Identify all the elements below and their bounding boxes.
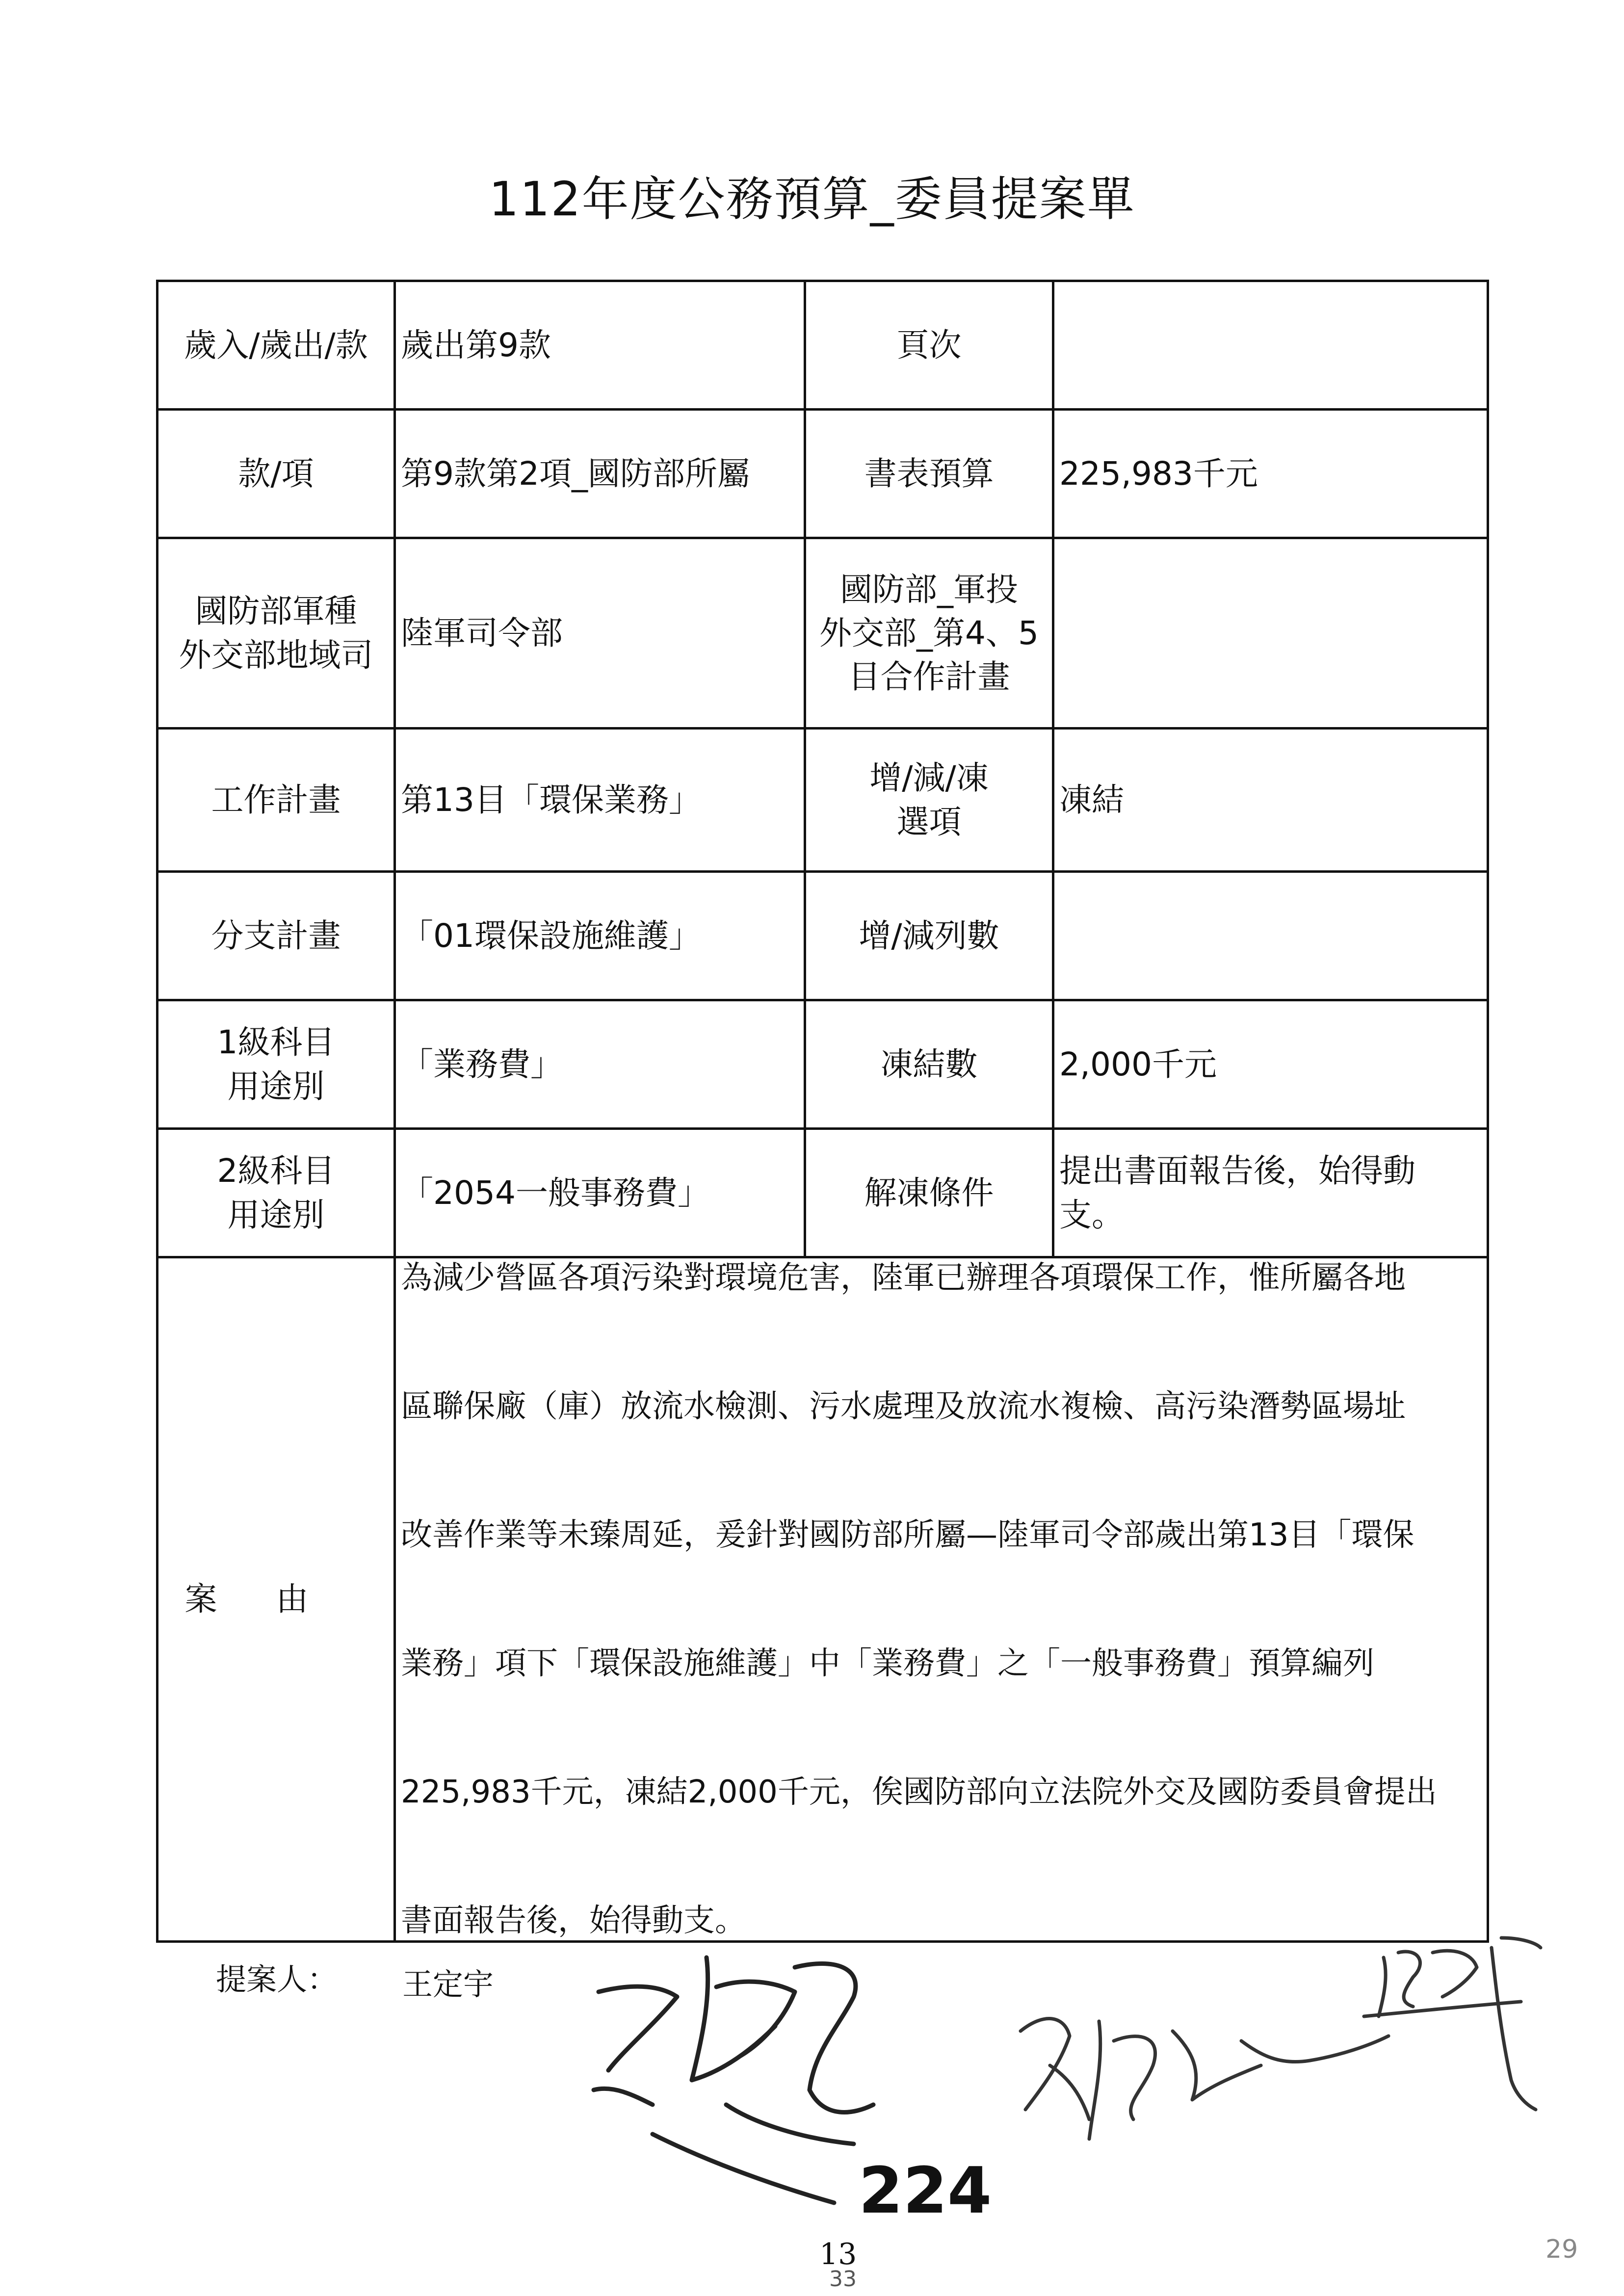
- reason-line: 225,983千元，凍結2,000千元，俟國防部向立法院外交及國防委員會提出: [401, 1774, 1437, 1810]
- table-row: [157, 729, 1488, 872]
- field-label: 歲入/歲出/款: [157, 281, 395, 410]
- field-label: 凍結數: [805, 1000, 1053, 1129]
- table-row: [157, 1000, 1488, 1129]
- reason-text: [395, 1257, 1488, 1942]
- reason-line: 改善作業等未臻周延，爰針對國防部所屬—陸軍司令部歲出第13目「環保: [401, 1517, 1414, 1553]
- field-value: 陸軍司令部: [395, 538, 805, 729]
- field-label: 款/項: [157, 410, 395, 538]
- field-value: 第9款第2項_國防部所屬: [395, 410, 805, 538]
- table-row: [157, 872, 1488, 1000]
- proposal-form-table: [156, 280, 1489, 1943]
- field-value: [1053, 538, 1488, 729]
- field-label: 分支計畫: [157, 872, 395, 1000]
- handwritten-number: [854, 2149, 1011, 2227]
- reason-line: 為減少營區各項污染對環境危害，陸軍已辦理各項環保工作，惟所屬各地: [401, 1260, 1406, 1296]
- reason-label: 案由: [157, 1257, 395, 1942]
- table-row: [157, 281, 1488, 410]
- table-row: [157, 1257, 1488, 1942]
- handwritten-page-number: 33: [829, 2267, 857, 2292]
- proposer-label: 提案人：: [216, 1961, 338, 1997]
- table-row: [157, 410, 1488, 538]
- field-label: 頁次: [805, 281, 1053, 410]
- field-label: 工作計畫: [157, 729, 395, 872]
- reason-line: 業務」項下「環保設施維護」中「業務費」之「一般事務費」預算編列: [401, 1645, 1374, 1682]
- field-value: 第13目「環保業務」: [395, 729, 805, 872]
- field-label: 2級科目 用途別: [157, 1129, 395, 1257]
- field-label: [805, 538, 1053, 729]
- field-value: 「01環保設施維護」: [395, 872, 805, 1000]
- page-ref-value: [1053, 281, 1488, 410]
- table-row: [157, 538, 1488, 729]
- page-number: 13: [819, 2237, 857, 2271]
- unfreeze-condition: 提出書面報告後，始得動 支。: [1053, 1129, 1488, 1257]
- corner-number: 29: [1545, 2235, 1578, 2264]
- field-value: 「業務費」: [395, 1000, 805, 1129]
- freeze-amount: 2,000千元: [1053, 1000, 1488, 1129]
- signature-3: [1354, 1918, 1599, 2114]
- form-title: 112年度公務預算_委員提案單: [489, 172, 1135, 227]
- field-label: 增/減/凍 選項: [805, 729, 1053, 872]
- signature-2: [1006, 1992, 1408, 2159]
- svg-text:224: 224: [859, 2153, 992, 2227]
- field-label: 解凍條件: [805, 1129, 1053, 1257]
- field-value: [1053, 872, 1488, 1000]
- field-label: 增/減列數: [805, 872, 1053, 1000]
- label-line: 國防部軍種 外交部地域司: [179, 592, 373, 674]
- option-value: 凍結: [1053, 729, 1488, 872]
- field-value: 歲出第9款: [395, 281, 805, 410]
- reason-line: 區聯保廠（庫）放流水檢測、污水處理及放流水複檢、高污染潛勢區場址: [401, 1388, 1406, 1425]
- proposer-name: 王定宇: [402, 1966, 494, 2002]
- field-label: 書表預算: [805, 410, 1053, 538]
- label-line: 國防部_軍投 外交部_第4、5 目合作計畫: [819, 570, 1039, 696]
- table-row: [157, 1129, 1488, 1257]
- field-label: 1級科目 用途別: [157, 1000, 395, 1129]
- reason-line: 書面報告後，始得動支。: [401, 1903, 746, 1939]
- field-value: 「2054一般事務費」: [395, 1129, 805, 1257]
- field-label: [157, 538, 395, 729]
- budget-amount: 225,983千元: [1053, 410, 1488, 538]
